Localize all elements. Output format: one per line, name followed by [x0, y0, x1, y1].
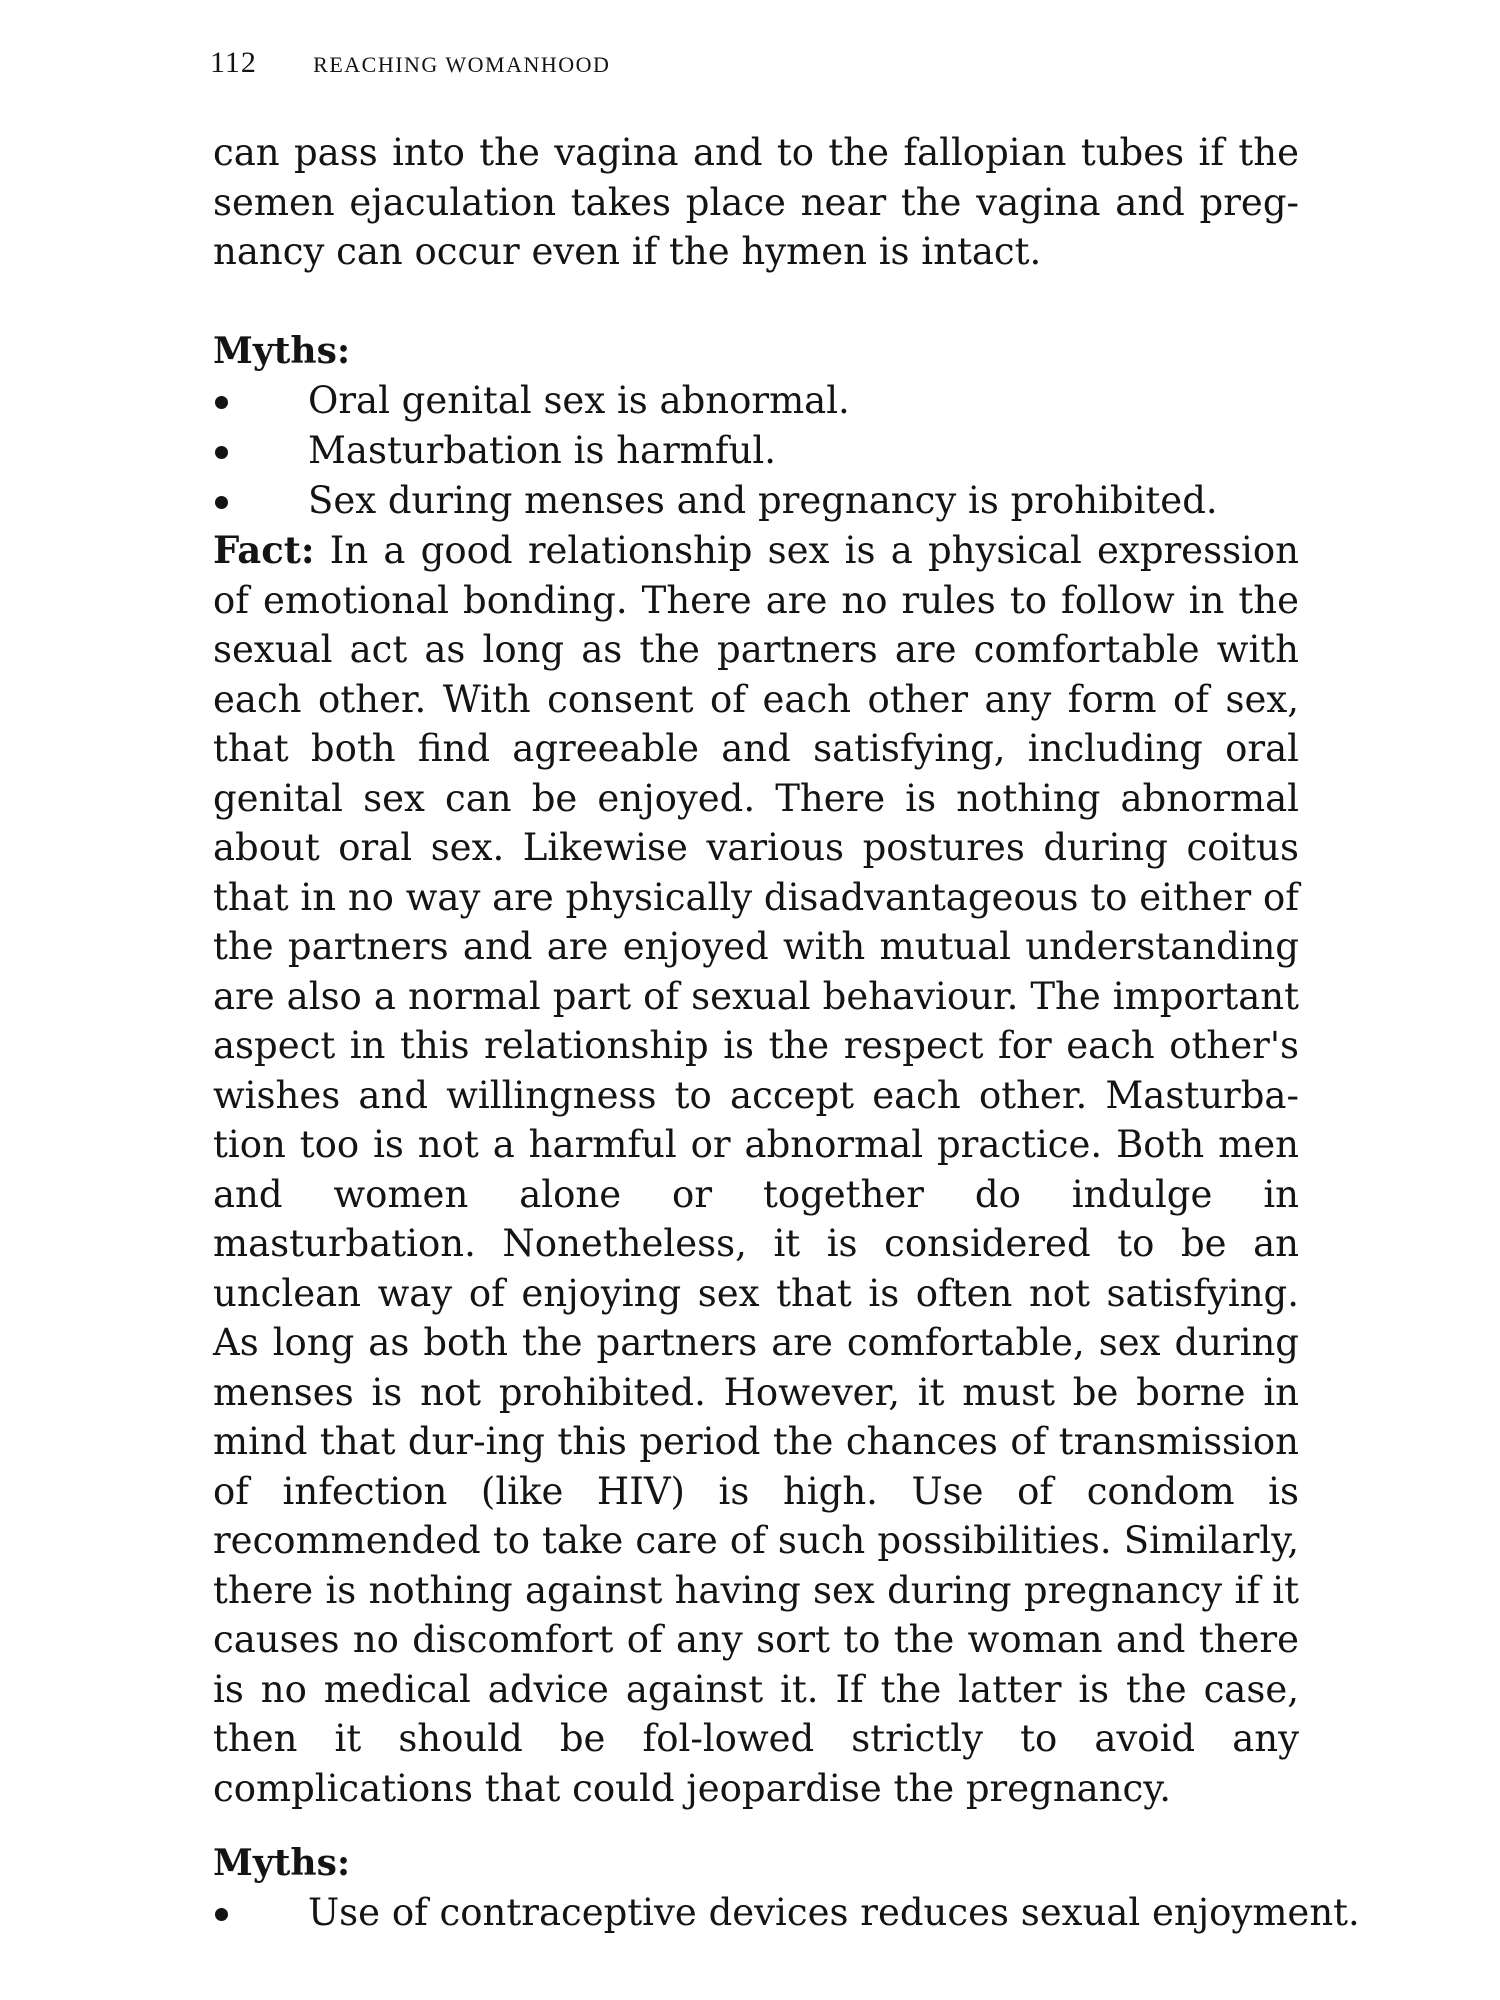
- myths-list: [213, 1888, 1360, 1938]
- intro-block: [213, 128, 1299, 277]
- list-item: [213, 476, 1299, 526]
- list-item: [213, 1888, 1360, 1938]
- list-item: [213, 426, 1299, 476]
- running-title: REACHING WOMANHOOD: [313, 52, 611, 77]
- myths-section-2: [213, 1838, 1360, 1938]
- fact-label: Fact:: [213, 528, 315, 572]
- page-number: 112: [210, 46, 257, 79]
- bullet-icon: [215, 1908, 228, 1921]
- list-item-text: Masturbation is harmful.: [308, 429, 776, 472]
- myths-list: [213, 376, 1299, 526]
- list-item-text: Oral genital sex is abnormal.: [308, 379, 850, 422]
- bullet-icon: [215, 496, 228, 509]
- intro-paragraph: can pass into the vagina and to the fallopian tubes if the semen ejaculation takes place near the vagina and preg-nancy can occur even if the hymen is intact.: [213, 131, 1299, 273]
- list-item-text: Sex during menses and pregnancy is prohibited.: [308, 479, 1218, 522]
- list-item-text: Use of contraceptive devices reduces sexual enjoyment.: [308, 1891, 1360, 1934]
- list-item: [213, 376, 1299, 426]
- fact-paragraph: [213, 526, 1299, 1813]
- myths-heading: Myths:: [213, 330, 351, 372]
- myths-section-1: [213, 326, 1299, 1813]
- fact-text: In a good relationship sex is a physical expression of emotional bonding. There are no rules to follow in the sexual act as long as the partners are comfortable with each other. With consent of each other any form of sex, that both find agreeable and satisfying, including oral genital sex can be enjoyed. There is nothing abnormal about oral sex. Likewise various postures during coitus that in no way are physically disadvantageous to either of the partners and are enjoyed with mutual understanding are also a normal part of sexual behaviour. The important aspect in this relationship is the respect for each other's wishes and willingness to accept each other. Masturba-tion too is not a harmful or abnormal practice. Both men and women alone or together do indulge in masturbation. Nonetheless, it is considered to be an unclean way of enjoying sex that is often not satisfying. As long as both the partners are comfortable, sex during menses is not prohibited. However, it must be borne in mind that dur-ing this period the chances of transmission of infection (like HIV) is high. Use of condom is recommended to take care of such possibilities. Similarly, there is nothing against having sex during pregnancy if it causes no discomfort of any sort to the woman and there is no medical advice against it. If the latter is the case, then it should be fol-lowed strictly to avoid any complications that could jeopardise the pregnancy.: [213, 529, 1299, 1810]
- bullet-icon: [215, 396, 228, 409]
- page-header: [210, 46, 610, 80]
- myths-heading: Myths:: [213, 1842, 351, 1884]
- bullet-icon: [215, 446, 228, 459]
